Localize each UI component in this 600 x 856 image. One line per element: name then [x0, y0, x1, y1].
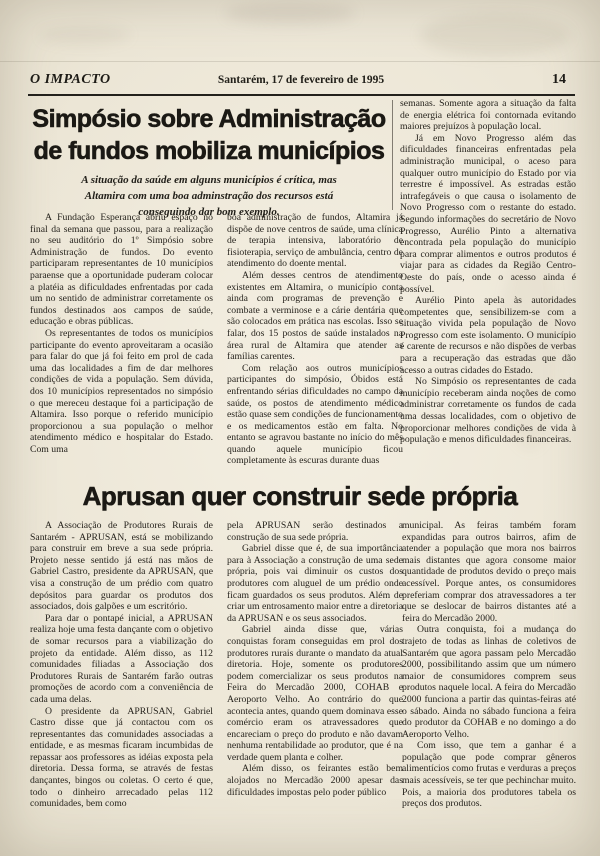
subhead-line: A situação da saúde em alguns municípios é crítica, mas: [81, 174, 337, 186]
article2-column-3: [402, 520, 576, 850]
scan-artifact: [420, 14, 570, 56]
article1-column-3: [400, 98, 576, 493]
article2-column-2: [227, 520, 403, 850]
page-header: [28, 72, 574, 92]
paragraph: No Simpósio os representantes de cada município receberam ainda noções de como administrar corretamente os fundos de cada uma dessas localidades, com o objetivo de proporcionar melhores condições de vida à população e menos dificuldades financeiras.: [400, 376, 576, 446]
scan-edge-line: [0, 61, 600, 62]
paragraph: boa administração de fundos, Altamira já dispõe de nove centros de saúde, uma clínica de terapia intensiva, laboratório de fisioterapia, serviço de ambulância, centro de atendimento do doente mental.: [227, 212, 403, 270]
article1-headline-line2: de fundos mobiliza municípios: [33, 137, 385, 165]
dateline: Santarém, 17 de fevereiro de 1995: [217, 74, 385, 86]
paragraph: A Fundação Esperança abriu espaço no final da semana que passou, para a realização no seu auditório do 1º Simpósio sobre Administração de fundos. Do evento participaram representantes de 10 municípios paraense que a oportunidade puderam colocar a platéia as dificuldades enfrentadas por cada um no sentido de administrar corretamente os fundos destinados aos campos de saúde, educação e obras públicas.: [30, 212, 213, 328]
article2-column-1: [30, 520, 213, 850]
paragraph: semanas. Somente agora a situação da falta de energia elétrica foi contornada evitando maiores prejuízos à população local.: [400, 98, 576, 133]
paragraph: O presidente da APRUSAN, Gabriel Castro disse que já contactou com os representantes das comunidades associadas a entidade, e as mesmas ficaram incumbidas de repassar aos professores as idéias exposta pela diretoria. Dessa forma, se através de festas dançantes, bingos ou coletas. O certo é que, todo o dinheiro arrecadado pelas 112 comunidades, bem como: [30, 705, 213, 810]
subhead-line: Altamira com uma boa adminstração dos recursos está: [84, 190, 334, 202]
paragraph: Gabriel ainda disse que, várias conquistas foram conseguidas em prol dos produtores rurais durante o mandato da atual diretoria. Hoje, somente os produtores podem comercializar os seus produtos na Feira do Mercadão 2000, COHAB e Aeroporto Velho. Ao contrário do que acontecia antes, quando quem dominava esse comércio eram os atravessadores que encareciam o preço do produto e não davam nenhuma rentabilidade ao produtor, que é na verdade quem planta e colher.: [227, 624, 403, 763]
article1-column-2: [227, 212, 403, 502]
paragraph: Outra conquista, foi a mudança do trajeto de todas as linhas de coletivos de Santarém que agora passam pelo Mercadão 2000, possibilitando assim que um número maior de consumidores comprem seus produtos naquele local. A feira do Mercadão 2000 funciona a partir das quintas-feiras até o sábado. Ainda no sábado funciona a feira do produtor da COHAB e no domingo a do Aeroporto Velho.: [402, 624, 576, 740]
paragraph: Além desses centros de atendimento existentes em Altamira, o município conta ainda com programas de prevenção e combate a verminose e a cárie dentária que são colocados em prática nas escolas. Isso se falar, dos 15 postos de saúde instalados na área rural de Altamira que atender as famílias carentes.: [227, 269, 403, 363]
masthead-title: O IMPACTO: [30, 72, 111, 87]
paragraph: Já em Novo Progresso além das dificuldades financeiras enfrentadas pela administração municipal, o aceso para qualquer outro município do Estado por via terrestre é impossível. As estradas estão intrafegáveis o que causa o isolamento de Novo Progresso com o restante do estado. Segundo informações do secretário de Novo Progresso, Aurélio Pinto a alternativa encontrada pela população do município para comprar alimentos e outros produtos é viajar para as cidades da Região Centro-Oeste do país, onde o acesso ainda é possível.: [400, 132, 576, 295]
scan-artifact: [40, 26, 130, 44]
page-number: 14: [552, 72, 566, 87]
paragraph: municipal. As feiras também foram expandidas para outros bairros, afim de atender a população que mora nos bairros mais distantes que agora consome maior quantidade de produtos devido o preço mais acessível. Porque antes, os consumidores preferiam comprar dos atravessadores a ter que se deslocar de bairros distantes até a feira do Mercadão 2000.: [402, 520, 576, 624]
paragraph: Com relação aos outros municípios participantes do simpósio, Óbidos está enfrentando sérias dificuldades no campo da saúde, os postos de atendimento médico estão quase sem condições de funcionamento e os medicamentos estão em falta. No entanto se agravou bastante no início do mês quando aquele município ficou completamente às escuras durante duas: [227, 362, 403, 467]
article1-headline-line1: Simpósio sobre Administração: [32, 105, 386, 133]
article2-headline: Aprusan quer construir sede própria: [82, 481, 518, 511]
paragraph: Com isso, que tem a ganhar é a população que pode comprar gêneros alimentícios como frutas e verduras a preços mais acessíveis, se ter que pechinchar muito. Pois, a maioria dos produtores tabela os preços dos produtos.: [402, 740, 576, 810]
article1-headline: [30, 103, 388, 167]
paragraph: Além disso, os feirantes estão bem alojados no Mercadão 2000 apesar das dificuldades impostas pelo poder público: [227, 763, 403, 798]
paragraph: Aurélio Pinto apela às autoridades competentes que, sensibilizem-se com a situação vivida pela população de Novo Progresso com este isolamento. O município é carente de recursos e não dispões de verbas para a recuperação das estradas que dão acesso a outras cidades do Estado.: [400, 295, 576, 376]
paragraph: Para dar o pontapé inicial, a APRUSAN realiza hoje uma festa dançante com o objetivo de somar recursos para a viabilização do projeto da entidade. Além disso, as 112 comunidades filiadas a Associação dos Produtores Rurais de Santarém farão outras promoções de acordo com a conveniência de cada uma delas.: [30, 612, 213, 705]
column-divider: [392, 100, 393, 210]
subhead-line: conseguindo dar bom exemplo.: [138, 206, 280, 218]
paragraph: Gabriel disse que é, de sua importância para à Associação a construção de uma sede própria, pois vai diminuir os custos dos produtores com aluguel de um prédio onde ficam guardados os seus produtos. Além de criar um entrosamento maior entre a diretoria da APRUSAN e os seus associados.: [227, 543, 403, 624]
scan-artifact: [225, 2, 355, 24]
header-rule: [28, 94, 575, 96]
paragraph: A Associação de Produtores Rurais de Santarém - APRUSAN, está se mobilizando para construir em breve a sua sede própria. Projeto nesse sentido já está nas mãos de Gabriel Castro, presidente da APRUSAN, que visa a construção de um prédio com quatro depósitos para guardar os produtos dos associados, dois galpões e um escritório.: [30, 520, 213, 613]
paragraph: pela APRUSAN serão destinados a construção de sua sede própria.: [227, 520, 403, 543]
article1-column-1: [30, 212, 213, 497]
paragraph: Os representantes de todos os municípios participante do evento aproveitaram a ocasião para falar do que já foi feito em prol de cada uma das localidades a fim de dar melhores condições de vida a população. Sem dúvida, dos 10 municípios representados no simpósio o que mereceu destaque foi a participação de Altamira. Isso porque o referido município proporcionou a sua população o melhor atendimento médico e hospitalar do Estado. Com uma: [30, 327, 213, 455]
